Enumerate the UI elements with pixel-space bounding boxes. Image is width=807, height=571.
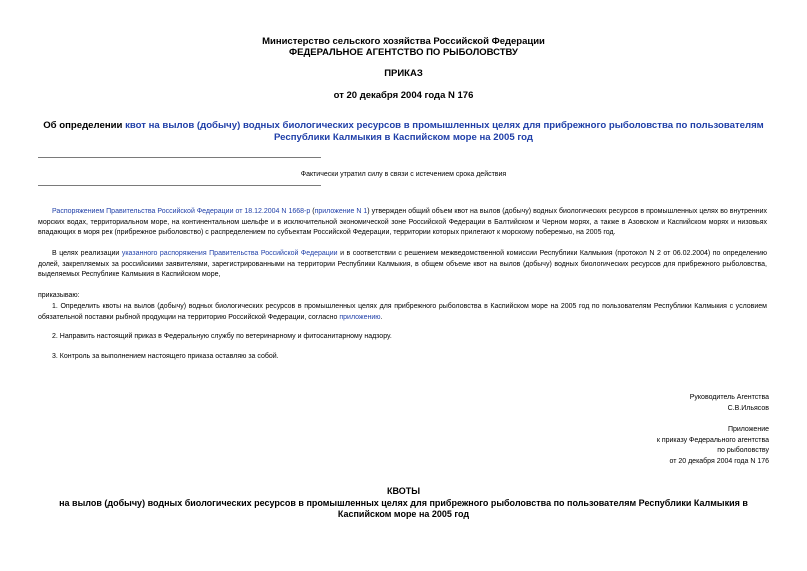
government-order-link[interactable]: Распоряжением Правительства Российской Федерации от 18.12.2004 N 1668-р	[52, 208, 311, 215]
appendix-link[interactable]: приложению	[339, 313, 381, 321]
paragraph-2: В целях реализации указанного распоряжения Правительства Российской Федерации и в соответствии с решением межведомственной комиссии Республики Калмыкия (протокол N 2 от 06.02.2004) по определению долей, закрепляемых за российскими заявителями, зарегистрированными на территории Республики Калмыкия, в общем объеме квот на вылов (добычу) водных биологических ресурсов для прибрежного рыболовства, выделяемых Республике Калмыкия в Каспийском море,	[38, 250, 767, 279]
order-item-3: 3. Контроль за выполнением настоящего приказа оставляю за собой.	[52, 353, 279, 360]
order-item-2: 2. Направить настоящий приказ в Федеральную службу по ветеринарному и фитосанитарному надзору.	[52, 333, 392, 340]
signature-position: Руководитель Агентства	[689, 394, 769, 401]
government-order-reference-link[interactable]: указанного распоряжения Правительства Российской Федерации	[121, 250, 338, 257]
agency-name: ФЕДЕРАЛЬНОЕ АГЕНТСТВО ПО РЫБОЛОВСТВУ	[289, 47, 518, 58]
order-word: приказываю:	[38, 292, 80, 299]
appendix-line-3: по рыболовству	[717, 447, 769, 454]
appendix-header	[657, 425, 769, 467]
quota-title-line-2: на вылов (добычу) водных биологических ресурсов в промышленных целях для прибрежного рыболовства по пользователям Республики Калмыкия в Каспийском море на 2005 год	[59, 497, 748, 519]
ministry-name: Министерство сельского хозяйства Российской Федерации	[262, 36, 545, 47]
signature-name: С.В.Ильясов	[727, 404, 769, 412]
status-note: Фактически утратил силу в связи с истечением срока действия	[300, 171, 507, 178]
document-date: от 20 декабря 2004 года N 176	[333, 90, 474, 101]
order-item-1: 1. Определить квоты на вылов (добычу) водных биологических ресурсов в промышленных целях для прибрежного рыболовства в Каспийском море на 2005 год по пользователям Республики Калмыкия с условием обязательной поставки рыбной продукции на территорию Российской Федерации, согласно приложению.	[38, 303, 767, 321]
document-type: ПРИКАЗ	[384, 68, 423, 79]
document-title	[38, 120, 769, 144]
document-title-link[interactable]: квот на вылов (добычу) водных биологических ресурсов в промышленных целях для прибрежного рыболовства по пользователям Республики Калмыкия в Каспийском море на 2005 год	[125, 120, 764, 143]
document-title-prefix: Об определении	[43, 120, 126, 131]
appendix-1-link[interactable]: приложение N 1	[314, 208, 368, 215]
quota-title	[38, 486, 769, 521]
appendix-line-4: от 20 декабря 2004 года N 176	[669, 457, 769, 465]
appendix-line-1: Приложение	[727, 426, 769, 433]
divider-top	[38, 157, 321, 158]
paragraph-1: Распоряжением Правительства Российской Федерации от 18.12.2004 N 1668-р (приложение N 1) утвержден общий объем квот на вылов (добычу) водных биологических ресурсов в промышленных целях во внутренних морских водах, территориальном море, на континентальном шельфе и в исключительной экономической зоне Российской Федерации в Балтийском и Черном морях, а также в Азовском и Каспийском морях и низовьях впадающих в моря рек (прибрежное рыболовство) с распределением по субъектам Российской Федерации, территории которых прилегают к морскому побережью, на 2005 год.	[38, 208, 768, 237]
appendix-line-2: к приказу Федерального агентства	[656, 436, 769, 444]
signature-block	[690, 393, 769, 414]
quota-title-line-1: КВОТЫ	[386, 486, 421, 496]
divider-bottom	[38, 185, 321, 186]
